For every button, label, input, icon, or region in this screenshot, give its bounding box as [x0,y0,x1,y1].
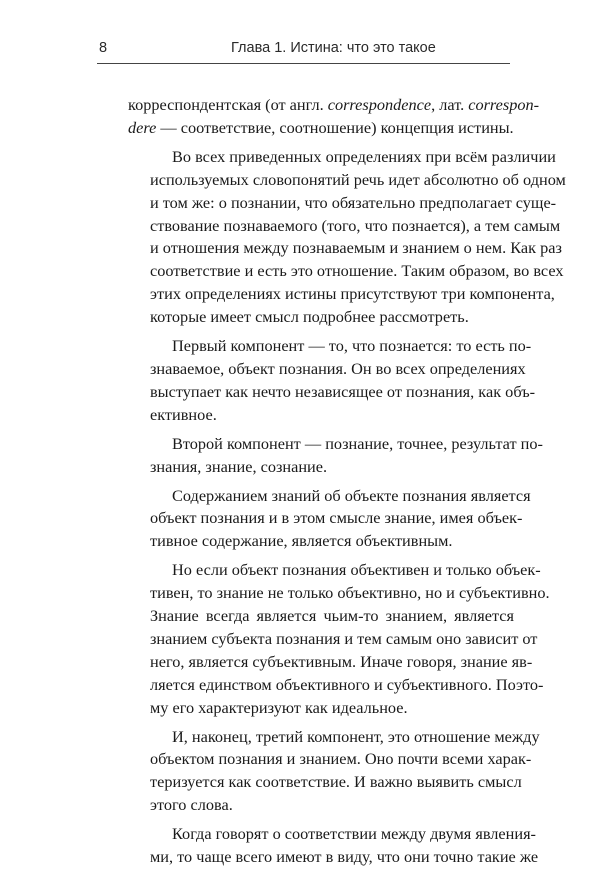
paragraph [128,559,550,719]
text-line: Во всех приведенных определениях при всём различии [172,146,556,166]
text-line: этих определениях истины присутствуют три компонента, [150,284,555,304]
italic-term: dere [128,117,157,137]
text-line: Второй компонент — познание, точнее, результат по- [172,433,543,453]
paragraph [128,485,531,554]
text-line: корреспондентская (от англ. correspondence, лат. correspon- [128,95,540,114]
text-line: и отношения между познаваемым и знанием о нем. Как раз [150,238,562,258]
text-line: теризуется как соответствие. И важно выявить смысл [150,772,522,792]
paragraph [128,433,543,479]
text-line: ми, то чаще всего имеют в виду, что они точно такие же [150,847,539,867]
paragraph [128,146,566,329]
text-line: ствование познаваемого (того, что познается), а тем самым [150,215,561,235]
text-line: которые имеет смысл подробнее рассмотреть. [150,307,469,327]
text-line: тивное содержание, является объективным. [150,531,453,551]
text-line: и том же: о познании, что обязательно предполагает суще- [150,192,557,212]
text-line: объектом познания и знанием. Оно почти всеми харак- [150,749,532,769]
text-line: знания, знание, сознание. [150,456,328,476]
text-line: dere — соответствие, соотношение) концепция истины. [128,117,514,137]
italic-term: correspondence [327,95,432,114]
text-line: ективное. [150,404,217,424]
text-line: объект познания и в этом смысле знание, имея объек- [150,508,523,528]
page-number: 8 [99,40,108,56]
text-line: Первый компонент — то, что познается: то есть по- [172,336,532,356]
text-line: ляется единством объективного и субъективного. Поэто- [150,674,544,694]
text-line: Но если объект познания объективен и только объек- [172,560,541,580]
running-title: Глава 1. Истина: что это такое [231,40,436,56]
text-line: Когда говорят о соответствии между двумя явления- [172,824,536,844]
header-rule [97,63,510,64]
text-line: Содержанием знаний об объекте познания является [172,485,531,505]
text-line: знаваемое, объект познания. Он во всех определениях [150,358,526,378]
text-line: му его характеризуют как идеальное. [150,697,408,717]
body-text [128,94,566,869]
text-line: знанием субъекта познания и тем самым оно зависит от [150,628,538,648]
paragraph [128,823,539,869]
running-header [97,40,510,62]
text-line: используемых словопонятий речь идет абсолютно об одном [150,169,566,189]
text-line: тивен, то знание не только объективно, но и субъективно. [150,583,550,603]
text-line: соответствие и есть это отношение. Таким образом, во всех [150,261,564,281]
paragraph [128,94,540,140]
paragraph [128,726,540,818]
text-line: выступает как нечто независящее от познания, как объ- [150,381,536,401]
text-line: него, является субъективным. Иначе говоря, знание яв- [150,651,533,671]
paragraph [128,335,536,427]
text-line: этого слова. [150,795,233,815]
italic-term: correspon- [468,95,540,114]
text-line: Знание всегда является чьим-то знанием, является [150,606,514,626]
text-line: И, наконец, третий компонент, это отношение между [172,726,540,746]
